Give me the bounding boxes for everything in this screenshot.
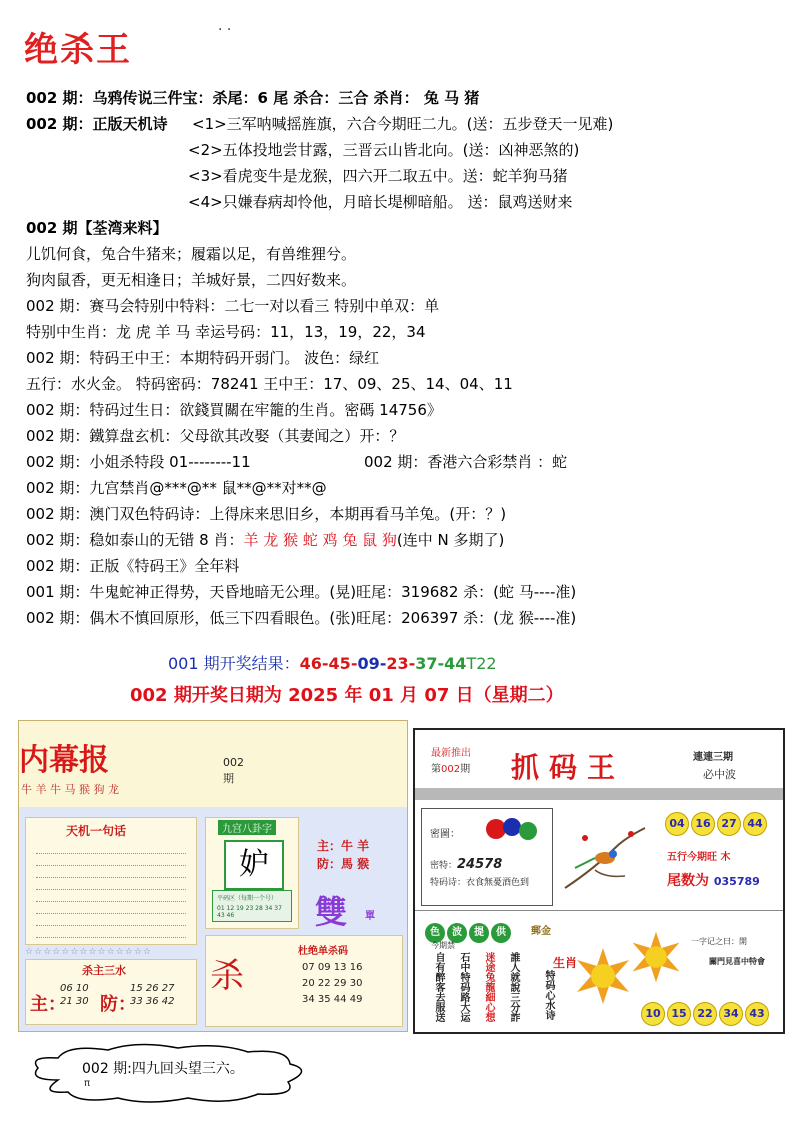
zhu-row: 06 10 [60, 983, 89, 994]
line-macau-poem: 002 期：澳门双色特码诗：上得床来思旧乡，本期再看马羊兔。(开：？) [26, 505, 507, 523]
weishu-line [667, 870, 760, 890]
zhuama-lower-separator [415, 910, 783, 911]
yizi-label: 一字记之曰：開 [691, 937, 747, 946]
draw-number: 46- [299, 654, 329, 673]
line-tianji-label [26, 114, 168, 134]
line-miss-kill: 002 期：小姐杀特段 01--------11 [26, 453, 251, 471]
pill: 提 [469, 923, 489, 943]
zhuama-issue-num: 002 [441, 764, 461, 775]
dan-char: 單 [365, 911, 375, 922]
sha-numbers [302, 960, 362, 1008]
eight-zodiac-label: 002 期：稳如泰山的无错 8 肖： [26, 531, 244, 549]
sha-row: 20 22 29 30 [302, 978, 363, 989]
sha-box [205, 935, 403, 1027]
special-number: T22 [466, 654, 497, 673]
pill: 色 [425, 923, 445, 943]
line-002-result: 002 期：偶木不慎回原形，低三下四看眼色。(张)旺尾：206397 杀：(龙 猴----准) [26, 609, 577, 627]
bird-picture-icon [555, 808, 651, 908]
zhuama-title: 抓码王 [511, 751, 626, 784]
wuxing-wang: 五行今期旺 木 [667, 852, 731, 863]
line-tsuenwan: 002 期【荃湾来料】 [26, 219, 168, 237]
pill-tail: 郵金 [531, 926, 551, 937]
neimu-issue-label: 期 [223, 772, 234, 785]
zhuama-tag-1: 連連三期 [693, 752, 733, 763]
decorative-dots: · · [218, 22, 232, 38]
fang-row: 15 26 27 [130, 983, 175, 994]
bottom-numbers [641, 1002, 771, 1026]
pingma-title: 平码区（每期一个号） [217, 895, 278, 902]
line-horse-club: 002 期：赛马会特别中特料：二七一对以看三 特别中单双：单 [26, 297, 440, 315]
line-birthday: 002 期：特码过生日：欲錢買關在牢籠的生肖。密碼 14756》 [26, 401, 442, 419]
neimu-image [18, 720, 408, 1032]
fang-row: 33 36 42 [130, 996, 175, 1007]
mimi-box [421, 808, 553, 906]
neimu-issue [223, 755, 244, 787]
weishu-value: 035789 [713, 875, 760, 888]
zhu-row: 21 30 [60, 996, 89, 1007]
line-eight-zodiac [26, 530, 504, 550]
line-hk-ban: 002 期：香港六合彩禁肖 ：蛇 [364, 453, 568, 471]
poem-column: 自有醉客去服送 [433, 952, 444, 1022]
number-ball: 22 [693, 1002, 717, 1026]
line-zodiac: 特别中生肖：龙 虎 羊 马 幸运号码：11，13，19，22，34 [26, 323, 426, 341]
tianji-box [25, 817, 197, 945]
zhuama-image [413, 728, 785, 1034]
jiugong-char: 妒 [224, 840, 284, 890]
neimu-issue-num: 002 [223, 756, 244, 769]
draw-result-label: 001 期开奖结果： [168, 654, 300, 673]
number-ball: 27 [717, 812, 741, 836]
page-title: 绝杀王 [24, 30, 132, 70]
neimu-title: 内幕报 [19, 743, 109, 778]
zhuama-issue-pre: 第 [431, 764, 441, 775]
line-annual: 002 期：正版《特码王》全年料 [26, 557, 240, 575]
cloud-mark: π [84, 1078, 91, 1089]
zhu-zodiac: 主：牛 羊 [317, 839, 370, 853]
tianji-label: 002 期：正版天机诗 [26, 115, 168, 133]
number-ball: 04 [665, 812, 689, 836]
balls-icon [482, 815, 542, 843]
neimu-header [19, 721, 407, 807]
poem-column: 誰人就說三分詐 [508, 952, 519, 1022]
line-poem-2: 狗肉鼠香，更无相逢日；羊城好景，二四好数来。 [26, 271, 357, 289]
line-tianji-3: <3>看虎变牛是龙猴，四六开二取五中。送：蛇羊狗马猪 [188, 167, 568, 185]
tianji-lines [36, 844, 186, 940]
pingma-box [212, 890, 292, 922]
draw-number: 44 [444, 654, 467, 673]
shengxiao-label: 生肖 [553, 956, 578, 970]
sha-row: 34 35 44 49 [302, 994, 363, 1005]
poem-columns [431, 952, 531, 1031]
sun-icon [629, 930, 683, 984]
line-iron-abacus: 002 期：鐵算盘玄机：父母欲其改娶（其妻闻之）开：？ [26, 427, 405, 445]
line-tianji-1: <1>三军呐喊摇旌旗，六合今期旺二九。(送：五步登天一见难) [192, 115, 614, 133]
mimi-label: 密圖： [430, 829, 460, 840]
number-ball: 43 [745, 1002, 769, 1026]
number-ball: 44 [743, 812, 767, 836]
draw-number: 23- [386, 654, 416, 673]
zhuama-issue [431, 760, 470, 775]
sha-char: 杀 [210, 956, 244, 996]
draw-number: 45- [328, 654, 358, 673]
poem-column: 迷途兔龍細心想 [483, 952, 494, 1022]
fang-zodiac: 防：馬 猴 [317, 857, 370, 871]
shawei-box [25, 959, 197, 1025]
draw-number: 37- [415, 654, 445, 673]
mizhong-numbers [665, 812, 769, 836]
number-ball: 34 [719, 1002, 743, 1026]
shuang-char: 雙 [315, 893, 348, 931]
line-001-result: 001 期：牛鬼蛇神正得势，天昏地暗无公理。(晃)旺尾：319682 杀：(蛇 马----准) [26, 583, 577, 601]
poem-column: 石中特码路大运 [458, 952, 469, 1022]
fang-numbers [130, 982, 175, 1008]
draw-number: 09- [357, 654, 387, 673]
fang-label: 防： [100, 994, 136, 1015]
zhu-fang-zodiac [317, 837, 369, 873]
eight-zodiac-list: 羊 龙 猴 蛇 鸡 兔 鼠 狗 [243, 531, 397, 549]
zhuama-separator [415, 788, 783, 800]
jinji-label: 今期禁 [431, 941, 455, 950]
jiugong-title: 九宫八卦字 [218, 820, 276, 835]
sun-icon [573, 946, 633, 1006]
number-ball: 16 [691, 812, 715, 836]
pingma-numbers: 01 12 19 23 28 34 37 43 46 [217, 905, 282, 919]
cloud-text: 002 期:四九回头望三六。 [82, 1061, 244, 1077]
tianji-title: 天机一句话 [66, 824, 127, 838]
shawei-title: 杀主三水 [82, 964, 126, 977]
zhu-numbers [60, 982, 89, 1008]
sha-title: 杜绝单杀码 [298, 946, 348, 957]
line-tianji-4: <4>只嫌春病却怜他，月暗长堤柳暗船。 送：鼠鸡送财来 [188, 193, 573, 211]
line-nine-palace: 002 期：九宫禁肖@***@** 鼠**@**对**@ [26, 479, 327, 497]
draw-date: 002 期开奖日期为 2025 年 01 月 07 日（星期二） [130, 685, 564, 706]
stars-divider: ☆☆☆☆☆☆☆☆☆☆☆☆☆☆ [25, 947, 152, 957]
eight-zodiac-note: (连中 N 多期了) [396, 531, 505, 549]
number-ball: 10 [641, 1002, 665, 1026]
guanmen-note: 關門見喜中特會 [709, 957, 765, 966]
draw-result [168, 651, 497, 674]
pill: 供 [491, 923, 511, 943]
weishu-label: 尾数为 [667, 873, 709, 889]
line-wuxing: 五行：水火金。 特码密码：78241 王中王：17、09、25、14、04、11 [26, 375, 513, 393]
line-king: 002 期：特码王中王：本期特码开弱门。 波色：绿红 [26, 349, 380, 367]
mima-value: 24578 [457, 857, 503, 872]
zhuama-tag-2: 必中波 [703, 768, 736, 781]
tema-xinshui: 特码心水诗 [543, 970, 554, 1020]
jiugong-box [205, 817, 299, 929]
sha-row: 07 09 13 16 [302, 962, 363, 973]
line-tianji-2: <2>五体投地尝甘露，三晋云山皆北向。(送：凶神恶煞的) [188, 141, 580, 159]
neimu-subtitle: 牛 羊 牛 马 猴 狗 龙 [21, 783, 119, 796]
zhuama-issue-suf: 期 [460, 764, 471, 775]
number-ball: 15 [667, 1002, 691, 1026]
mima-line [430, 857, 502, 872]
line-crow: 002 期：乌鸦传说三件宝：杀尾：6 尾 杀合：三合 杀肖： 兔 马 猪 [26, 89, 480, 107]
temashi: 特码诗：衣食無憂酒色到 [430, 878, 530, 888]
zhu-label: 主： [30, 994, 66, 1015]
line-poem-1: 儿饥何食，兔合牛猪来；履霜以足，有兽维狸兮。 [26, 245, 357, 263]
zhuama-new: 最新推出 [431, 748, 471, 759]
mima-label: 密特： [430, 861, 458, 871]
pill: 波 [447, 923, 467, 943]
